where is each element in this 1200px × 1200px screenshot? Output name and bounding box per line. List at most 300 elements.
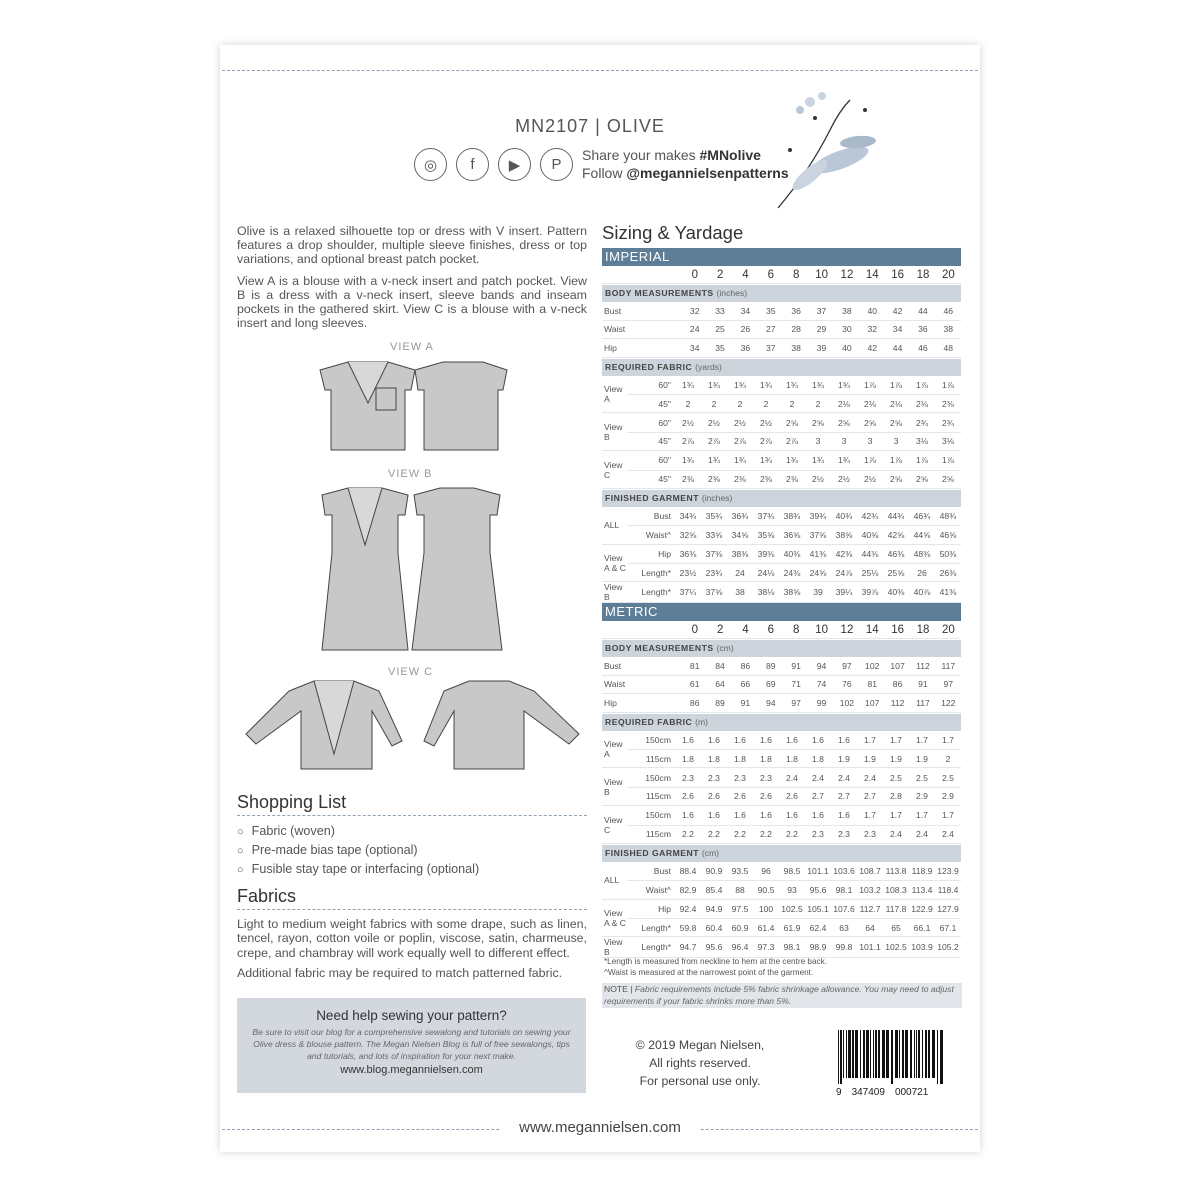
table-cell: 23¾ — [705, 567, 723, 578]
table-cell: 2½ — [864, 474, 876, 485]
barcode-digit: 9 — [836, 1087, 842, 1098]
table-cell: 1¾ — [682, 379, 694, 390]
table-row — [627, 937, 961, 955]
table-cell: 98.1 — [783, 941, 801, 952]
table-row — [627, 451, 961, 469]
table-cell: 1.8 — [708, 753, 720, 764]
table-cell: 1.6 — [786, 734, 798, 745]
table-cell: 24 — [689, 324, 700, 335]
imperial-table — [602, 248, 961, 603]
table-group — [602, 806, 961, 844]
table-cell: 6 — [767, 623, 775, 636]
description-paragraph: View A is a blouse with a v-neck insert and patch pocket. View B is a dress with a v-neck insert, sleeve bands and inseam pockets in the gathered skirt. View C is a blouse with a v-neck insert and long sleeves. — [237, 273, 587, 331]
table-cell: 2.7 — [812, 791, 824, 802]
table-cell: 36 — [740, 342, 751, 353]
table-cell: 66.1 — [913, 922, 931, 933]
table-cell: 112 — [916, 661, 930, 672]
table-cell: 1.9 — [890, 753, 902, 764]
row-label: 45" — [658, 436, 671, 447]
finished-garment-title: FINISHED GARMENT — [605, 492, 699, 503]
pattern-description — [237, 224, 587, 337]
table-row — [627, 394, 961, 412]
table-cell: 4 — [742, 268, 749, 281]
pinterest-icon[interactable]: P — [540, 148, 573, 181]
table-notes — [604, 956, 964, 978]
table-cell: 1⅞ — [916, 379, 928, 390]
table-cell: 2.3 — [734, 772, 746, 783]
table-row — [627, 582, 961, 600]
row-label: 115cm — [645, 791, 671, 802]
barcode-bar — [940, 1030, 943, 1084]
table-cell: 107 — [865, 697, 880, 708]
row-label: 45" — [658, 474, 671, 485]
barcode-bars-icon — [836, 1030, 946, 1084]
group-rows — [627, 768, 961, 805]
table-cell: 2.4 — [864, 772, 876, 783]
row-label: Hip — [604, 342, 617, 353]
table-cell: 34 — [689, 342, 700, 353]
table-cell: 40¾ — [835, 511, 853, 522]
table-cell: 101.1 — [807, 866, 829, 877]
row-label: 45" — [658, 398, 671, 409]
table-row — [627, 768, 961, 786]
table-cell: 1.6 — [760, 734, 772, 745]
table-cell: 92.4 — [679, 903, 697, 914]
table-cell: 1¾ — [708, 455, 720, 466]
table-cell: 105.2 — [937, 941, 959, 952]
copyright-line: © 2019 Megan Nielsen, — [635, 1038, 765, 1052]
table-cell: 24⅜ — [783, 567, 801, 578]
table-cell: 2.8 — [890, 791, 902, 802]
table-cell: 28 — [791, 324, 801, 335]
fabrics-paragraph: Light to medium weight fabrics with some drape, such as linen, tencel, rayon, cotton voile or poplin, viscose, satin, charmeuse, crepe, and chambray will work equally well to different effect. — [237, 917, 587, 960]
youtube-icon[interactable]: ▶ — [498, 148, 531, 181]
table-cell: 2.3 — [838, 829, 850, 840]
fabrics-paragraph: Additional fabric may be required to match patterned fabric. — [237, 966, 563, 981]
table-cell: 24⅝ — [809, 567, 827, 578]
table-cell: 1.6 — [812, 810, 824, 821]
table-cell: 1.6 — [734, 810, 746, 821]
table-cell: 40⅜ — [783, 548, 801, 559]
table-cell: 107 — [890, 661, 905, 672]
table-cell: 94.7 — [679, 941, 697, 952]
shopping-item: ○ Fabric (woven) — [237, 822, 479, 841]
table-cell: 1.6 — [708, 810, 720, 821]
table-group — [602, 582, 961, 603]
barcode-bar — [925, 1030, 927, 1078]
pattern-name: OLIVE — [606, 116, 665, 136]
table-cell: 48¾ — [939, 511, 957, 522]
table-cell: 40⅜ — [887, 586, 905, 597]
table-cell: 102.5 — [781, 903, 803, 914]
blog-link[interactable]: www.blog.megannielsen.com — [340, 1064, 483, 1076]
table-cell: 2⅜ — [682, 474, 694, 485]
table-cell: 12 — [840, 268, 854, 281]
table-cell: 2.2 — [708, 829, 720, 840]
barcode-bar — [846, 1030, 847, 1078]
table-cell: 1¾ — [760, 379, 772, 390]
table-cell: 37¾ — [757, 511, 775, 522]
table-cell: 2.6 — [760, 791, 772, 802]
row-label: 60" — [658, 379, 671, 390]
table-cell: 8 — [793, 268, 800, 281]
table-cell: 0 — [691, 268, 698, 281]
table-cell: 102 — [839, 697, 855, 708]
group-rows — [627, 900, 961, 937]
table-cell: 24⅞ — [835, 567, 853, 578]
table-cell: 74 — [816, 679, 827, 690]
table-row — [602, 302, 961, 320]
table-row — [602, 321, 961, 339]
table-cell: 61 — [689, 679, 700, 690]
description-paragraph: Olive is a relaxed silhouette top or dress with V insert. Pattern features a drop shoulder, multiple sleeve finishes, dress or top variations, and optional breast patch pocket. — [237, 224, 587, 267]
table-cell: 2⅜ — [786, 474, 798, 485]
table-cell: 39¾ — [809, 511, 827, 522]
table-cell: 1⅞ — [890, 379, 902, 390]
table-cell: 2 — [789, 398, 795, 409]
row-label: Length* — [641, 922, 671, 933]
table-cell: 44⅜ — [861, 548, 879, 559]
table-cell: 2.3 — [812, 829, 824, 840]
table-cell: 1.7 — [890, 734, 902, 745]
table-cell: 26 — [917, 567, 927, 578]
group-label: View B — [604, 776, 623, 797]
table-cell: 2.9 — [916, 791, 928, 802]
barcode-bar — [895, 1030, 898, 1078]
table-cell: 2.5 — [890, 772, 902, 783]
group-label: View A & C — [604, 553, 626, 574]
table-cell: 2 — [945, 753, 951, 764]
table-cell: 71 — [791, 679, 801, 690]
table-cell: 36 — [918, 324, 928, 335]
table-cell: 2⅝ — [838, 417, 850, 428]
table-cell: 35 — [766, 306, 776, 317]
table-cell: 113.4 — [911, 884, 933, 895]
table-cell: 32 — [689, 306, 700, 317]
barcode-bar — [918, 1030, 920, 1078]
table-cell: 61.4 — [757, 922, 775, 933]
table-cell: 42⅜ — [835, 548, 853, 559]
table-cell: 90.5 — [757, 884, 775, 895]
table-cell: 2⅝ — [864, 417, 876, 428]
group-label: View C — [604, 814, 623, 835]
table-cell: 18 — [916, 268, 930, 281]
table-cell: 10 — [815, 623, 828, 636]
table-cell: 1.6 — [838, 734, 850, 745]
barcode-bar — [902, 1030, 904, 1078]
table-cell: 1⅞ — [864, 455, 876, 466]
view-c-illustration — [244, 676, 584, 771]
table-cell: 2.6 — [708, 791, 720, 802]
table-cell: 113.8 — [885, 866, 907, 877]
table-cell: 2.3 — [864, 829, 876, 840]
table-cell: 2⅝ — [890, 474, 902, 485]
group-rows — [627, 413, 961, 450]
table-cell: 2.6 — [682, 791, 694, 802]
table-cell: 1.9 — [838, 753, 850, 764]
table-cell: 96 — [761, 866, 771, 877]
table-cell: 25⅝ — [887, 567, 905, 578]
table-cell: 97.3 — [757, 941, 775, 952]
table-row — [627, 880, 961, 898]
table-cell: 36⅜ — [679, 548, 697, 559]
table-cell: 105.1 — [807, 903, 829, 914]
table-cell: 36 — [791, 306, 801, 317]
table-cell: 98.9 — [809, 941, 827, 952]
fabric-note — [602, 983, 962, 1008]
table-cell: 29 — [816, 324, 827, 335]
table-row — [627, 413, 961, 431]
table-cell: 34 — [740, 306, 751, 317]
group-rows — [627, 937, 961, 957]
table-cell: 123.9 — [937, 866, 959, 877]
row-label: 115cm — [645, 753, 671, 764]
barcode-bar — [928, 1030, 930, 1078]
botanical-illustration-icon — [770, 90, 880, 212]
table-cell: 32⅝ — [679, 529, 697, 540]
table-cell: 4 — [742, 623, 749, 636]
table-cell: 59.8 — [679, 922, 697, 933]
table-cell: 118.9 — [911, 866, 933, 877]
group-label: View A — [604, 738, 623, 759]
barcode-bar — [886, 1030, 889, 1078]
table-row — [627, 470, 961, 488]
barcode-bar — [914, 1030, 915, 1078]
table-cell: 2⅜ — [760, 474, 772, 485]
required-fabric-unit: (m) — [695, 716, 709, 727]
table-cell: 1.7 — [864, 734, 876, 745]
table-cell: 117 — [941, 661, 956, 672]
table-cell: 102.5 — [885, 941, 907, 952]
table-cell: 84 — [715, 661, 725, 672]
table-cell: 16 — [891, 623, 905, 636]
table-cell: 1.7 — [916, 734, 928, 745]
table-cell: 3 — [893, 436, 899, 447]
table-cell: 18 — [916, 623, 930, 636]
table-cell: 112.7 — [859, 903, 881, 914]
table-cell: 46⅜ — [887, 548, 905, 559]
table-cell: 46⅝ — [939, 529, 957, 540]
table-cell: 2⅝ — [942, 474, 954, 485]
table-group — [602, 545, 961, 583]
finished-garment-header — [602, 845, 961, 862]
table-row — [627, 731, 961, 749]
table-cell: 88.4 — [679, 866, 697, 877]
table-cell: 60.9 — [731, 922, 749, 933]
table-row — [627, 825, 961, 843]
table-cell: 26⅜ — [939, 567, 957, 578]
barcode-bar — [891, 1030, 893, 1084]
table-cell: 2 — [716, 623, 724, 636]
table-cell: 23½ — [679, 567, 697, 578]
row-label: Waist — [604, 324, 626, 335]
table-cell: 1¾ — [812, 455, 824, 466]
table-cell: 44 — [892, 342, 903, 353]
finished-garment-unit: (cm) — [701, 847, 720, 858]
table-cell: 118.4 — [937, 884, 959, 895]
table-cell: 2.2 — [734, 829, 746, 840]
table-cell: 2⅝ — [786, 417, 798, 428]
table-cell: 2⅞ — [760, 436, 772, 447]
website-link[interactable]: www.megannielsen.com — [500, 1119, 700, 1136]
table-cell: 2½ — [760, 417, 772, 428]
unit-system-header: METRIC — [602, 603, 961, 621]
table-cell: 12 — [840, 623, 854, 636]
group-rows — [627, 582, 961, 602]
table-cell: 34 — [892, 324, 903, 335]
table-cell: 103.6 — [833, 866, 855, 877]
table-cell: 44 — [918, 306, 928, 317]
table-cell: 33 — [715, 306, 725, 317]
table-cell: 89 — [715, 697, 725, 708]
table-cell: 60.4 — [705, 922, 723, 933]
table-cell: 50⅜ — [939, 548, 957, 559]
table-cell: 24⅛ — [757, 567, 775, 578]
help-description: Be sure to visit our blog for a comprehensive sewalong and tutorials on sewing your Olive dress & blouse pattern. The Megan Nielsen Blog is full of free sewalongs, tips and tutorials, and lots of inspiration for your next make. — [252, 1027, 571, 1061]
row-label: 60" — [658, 455, 671, 466]
facebook-icon[interactable]: f — [456, 148, 489, 181]
table-group — [602, 731, 961, 769]
table-cell: 38 — [842, 306, 852, 317]
table-row — [627, 563, 961, 581]
table-cell: 2⅛ — [864, 398, 876, 409]
table-cell: 14 — [865, 623, 879, 636]
table-cell: 1.8 — [812, 753, 824, 764]
unit-system-header: IMPERIAL — [602, 248, 961, 266]
instagram-icon[interactable]: ◎ — [414, 148, 447, 181]
size-header-row — [602, 621, 961, 639]
table-cell: 1.8 — [682, 753, 694, 764]
barcode-bar — [937, 1030, 938, 1084]
follow-prefix: Follow — [582, 165, 627, 181]
table-row — [602, 339, 961, 357]
shopping-list-heading: Shopping List — [237, 792, 347, 812]
table-cell: 112 — [890, 697, 905, 708]
table-cell: 40⅝ — [861, 529, 879, 540]
required-fabric-header — [602, 714, 961, 731]
table-cell: 61.9 — [783, 922, 801, 933]
length-note: *Length is measured from neckline to hem at the centre back. — [604, 957, 828, 966]
table-cell: 1.8 — [760, 753, 772, 764]
group-label: ALL — [604, 520, 620, 531]
table-cell: 2½ — [812, 474, 824, 485]
table-cell: 6 — [767, 268, 775, 281]
table-group — [602, 451, 961, 489]
table-cell: 35¾ — [705, 511, 723, 522]
table-cell: 37¼ — [679, 586, 697, 597]
table-cell: 2.7 — [864, 791, 876, 802]
required-fabric-title: REQUIRED FABRIC — [605, 361, 693, 372]
table-cell: 36¾ — [731, 511, 749, 522]
table-group — [602, 768, 961, 806]
table-cell: 1¾ — [734, 455, 746, 466]
table-cell: 97 — [791, 697, 801, 708]
table-cell: 0 — [691, 623, 698, 636]
table-cell: 2.4 — [890, 829, 902, 840]
table-cell: 2.6 — [734, 791, 746, 802]
table-cell: 2⅜ — [734, 474, 746, 485]
table-group — [602, 376, 961, 414]
group-label: View A — [604, 383, 623, 404]
table-cell: 1.7 — [942, 734, 954, 745]
required-fabric-unit: (yards) — [695, 361, 722, 372]
table-row — [602, 694, 961, 712]
table-cell: 2⅜ — [942, 398, 954, 409]
table-cell: 38⅝ — [835, 529, 853, 540]
row-label: Length* — [641, 567, 671, 578]
finished-garment-header — [602, 490, 961, 507]
table-cell: 67.1 — [939, 922, 957, 933]
table-cell: 1.7 — [916, 810, 928, 821]
fabrics-text — [237, 917, 587, 981]
table-cell: 27 — [766, 324, 776, 335]
table-row — [627, 900, 961, 918]
row-label: Waist^ — [645, 884, 671, 895]
table-cell: 62.4 — [809, 922, 827, 933]
row-label: 115cm — [645, 829, 671, 840]
table-cell: 1.6 — [682, 734, 694, 745]
table-cell: 14 — [865, 268, 879, 281]
body-measurements-unit: (inches) — [716, 288, 748, 299]
group-rows — [627, 806, 961, 843]
table-cell: 42 — [892, 306, 903, 317]
table-cell: 1.7 — [864, 810, 876, 821]
barcode-bar — [870, 1030, 871, 1078]
table-cell: 46 — [943, 306, 954, 317]
table-cell: 1¾ — [734, 379, 746, 390]
table-cell: 2.3 — [682, 772, 694, 783]
table-cell: 37 — [766, 342, 776, 353]
barcode-bar — [855, 1030, 858, 1078]
table-row — [627, 432, 961, 450]
table-cell: 38 — [791, 342, 801, 353]
table-cell: 26 — [740, 324, 751, 335]
table-cell: 1.6 — [838, 810, 850, 821]
table-group — [602, 862, 961, 900]
table-cell: 117 — [916, 697, 930, 708]
table-cell: 86 — [740, 661, 751, 672]
size-header-row — [602, 266, 961, 284]
table-cell: 1⅞ — [942, 379, 954, 390]
table-cell: 20 — [941, 623, 955, 636]
required-fabric-title: REQUIRED FABRIC — [605, 716, 693, 727]
table-cell: 32 — [867, 324, 877, 335]
table-cell: 2 — [716, 268, 724, 281]
table-cell: 108.3 — [885, 884, 907, 895]
table-cell: 48⅜ — [913, 548, 931, 559]
handle: @megannielsenpatterns — [626, 165, 789, 181]
table-cell: 2.4 — [786, 772, 798, 783]
table-cell: 1.8 — [734, 753, 746, 764]
view-a-label: VIEW A — [390, 341, 434, 353]
table-cell: 37⅝ — [705, 586, 723, 597]
table-cell: 64 — [715, 679, 725, 690]
table-cell: 42⅝ — [887, 529, 905, 540]
table-cell: 38⅝ — [783, 586, 801, 597]
table-cell: 40 — [867, 306, 877, 317]
table-cell: 39¼ — [835, 586, 853, 597]
table-cell: 1.7 — [942, 810, 954, 821]
table-cell: 1¾ — [812, 379, 824, 390]
row-label: 150cm — [645, 810, 671, 821]
table-cell: 1⅞ — [864, 379, 876, 390]
barcode-bar — [848, 1030, 851, 1078]
table-row — [602, 676, 961, 694]
barcode — [836, 1030, 946, 1098]
table-group — [602, 413, 961, 451]
table-cell: 81 — [867, 679, 877, 690]
table-cell: 2½ — [708, 417, 720, 428]
